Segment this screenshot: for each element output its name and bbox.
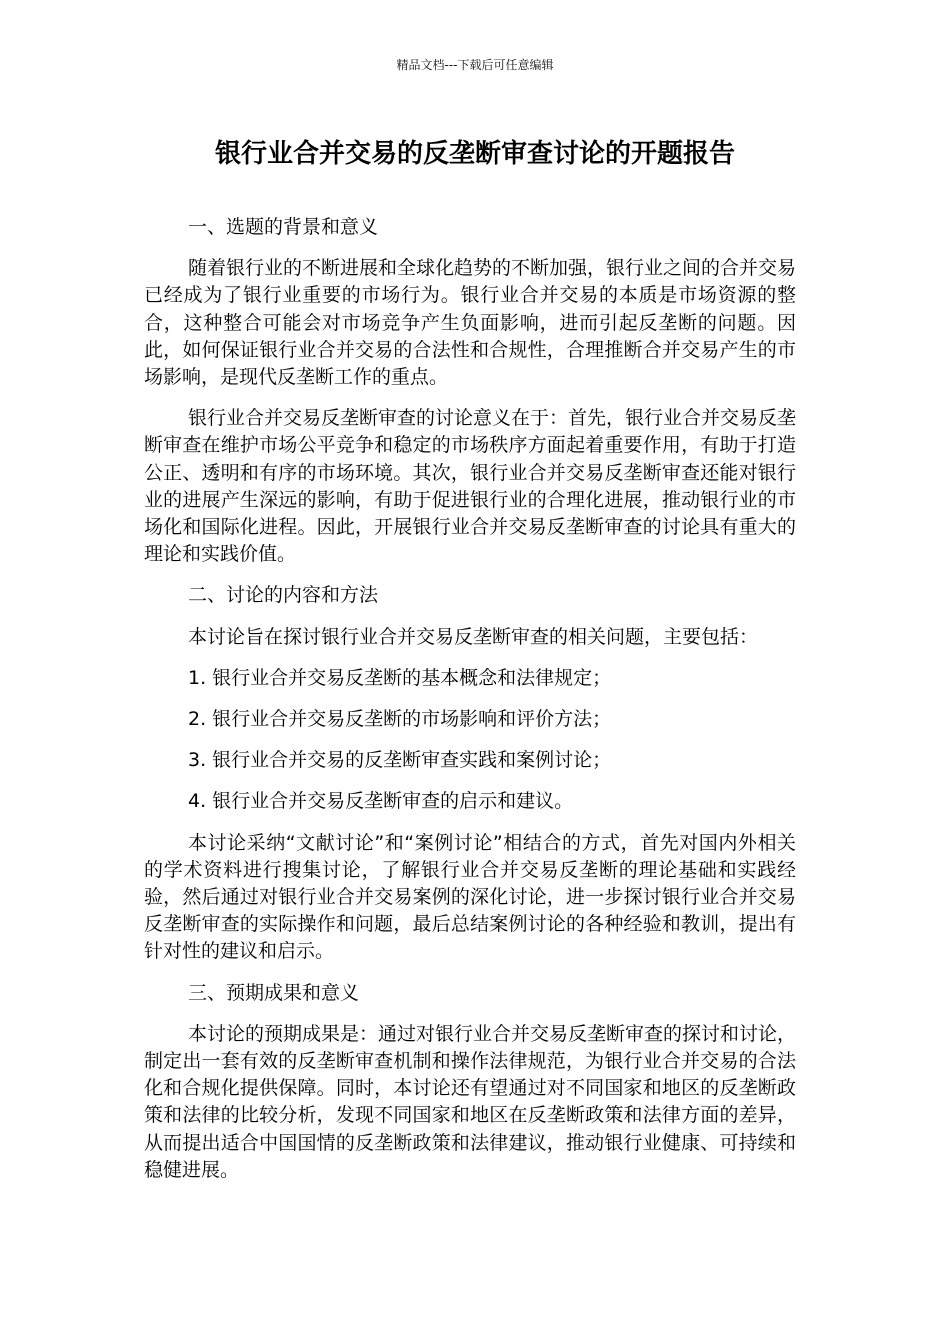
list-item: 4. 银行业合并交易反垄断审查的启示和建议。 — [188, 790, 574, 813]
section-2-method-paragraph: 本讨论采纳“文献讨论”和“案例讨论”相结合的方式，首先对国内外相关的学术资料进行搜集讨论，了解银行业合并交易反垄断的理论基础和实践经验，然后通过对银行业合并交易案例的深化讨论，进一步探讨银行业合并交易反垄断审查的实际操作和问题，最后总结案例讨论的各种经验和教训，提出有针对性的建议和启示。 — [144, 831, 796, 963]
list-item: 3. 银行业合并交易的反垄断审查实践和案例讨论； — [188, 749, 612, 772]
section-3-paragraph-1: 本讨论的预期成果是：通过对银行业合并交易反垄断审查的探讨和讨论，制定出一套有效的反垄断审查机制和操作法律规范，为银行业合并交易的合法化和合规化提供保障。同时，本讨论还有望通过对不同国家和地区的反垄断政策和法律的比较分析，发现不同国家和地区在反垄断政策和法律方面的差异，从而提出适合中国国情的反垄断政策和法律建议，推动银行业健康、可持续和稳健进展。 — [144, 1022, 797, 1181]
list-item: 2. 银行业合并交易反垄断的市场影响和评价方法； — [188, 708, 612, 731]
section-2-intro: 本讨论旨在探讨银行业合并交易反垄断审查的相关问题，主要包括： — [188, 625, 759, 648]
document-body — [144, 214, 796, 1198]
list-item: 1. 银行业合并交易反垄断的基本概念和法律规定； — [188, 666, 612, 689]
section-1-heading: 一、选题的背景和意义 — [188, 216, 379, 238]
document-title: 银行业合并交易的反垄断审查讨论的开题报告 — [214, 139, 735, 169]
header-note: 精品文档---下载后可任意编辑 — [396, 58, 554, 72]
section-3-heading: 三、预期成果和意义 — [188, 981, 360, 1004]
section-2-heading: 二、讨论的内容和方法 — [188, 584, 379, 607]
section-1-paragraph-2: 银行业合并交易反垄断审查的讨论意义在于：首先，银行业合并交易反垄断审查在维护市场公平竞争和稳定的市场秩序方面起着重要作用，有助于打造公正、透明和有序的市场环境。其次，银行业合并交易反垄断审查还能对银行业的进展产生深远的影响，有助于促进银行业的合理化进展，推动银行业的市场化和国际化进程。因此，开展银行业合并交易反垄断审查的讨论具有重大的理论和实践价值。 — [144, 407, 797, 566]
section-1-paragraph-1: 随着银行业的不断进展和全球化趋势的不断加强，银行业之间的合并交易已经成为了银行业重要的市场行为。银行业合并交易的本质是市场资源的整合，这种整合可能会对市场竞争产生负面影响，进而引起反垄断的问题。因此，如何保证银行业合并交易的合法性和合规性，合理推断合并交易产生的市场影响，是现代反垄断工作的重点。 — [144, 257, 797, 389]
